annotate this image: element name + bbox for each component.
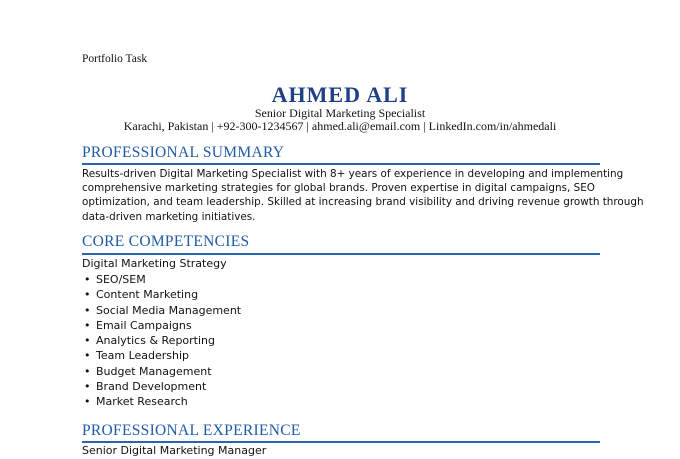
list-item bbox=[84, 303, 241, 318]
competencies-subtitle: Digital Marketing Strategy bbox=[82, 257, 227, 270]
experience-role-title: Senior Digital Marketing Manager bbox=[82, 444, 267, 457]
competency-label: Analytics & Reporting bbox=[96, 334, 215, 348]
competency-label: SEO/SEM bbox=[96, 273, 146, 286]
list-item bbox=[84, 318, 241, 333]
contact-line: Karachi, Pakistan | +92-300-1234567 | ahmed.ali@email.com | LinkedIn.com/in/ahmedali bbox=[123, 119, 557, 133]
competency-label: Social Media Management bbox=[96, 303, 242, 317]
experience-heading: PROFESSIONAL EXPERIENCE bbox=[82, 422, 301, 439]
list-item bbox=[84, 333, 241, 348]
bullet-icon: • bbox=[84, 380, 91, 394]
header-note: Portfolio Task bbox=[82, 53, 148, 65]
candidate-role: Senior Digital Marketing Specialist bbox=[254, 106, 426, 120]
summary-paragraph bbox=[82, 167, 644, 224]
competency-label: Budget Management bbox=[96, 364, 212, 378]
bullet-icon: • bbox=[84, 318, 91, 332]
competencies-list bbox=[84, 272, 241, 410]
bullet-icon: • bbox=[84, 288, 91, 302]
summary-line: optimization, and team leadership. Skilled at increasing brand visibility and driving revenue growth through bbox=[82, 196, 644, 209]
summary-divider bbox=[82, 163, 600, 165]
summary-heading: PROFESSIONAL SUMMARY bbox=[82, 144, 285, 161]
experience-divider bbox=[82, 441, 600, 443]
competency-label: Content Marketing bbox=[96, 288, 199, 302]
list-item bbox=[84, 394, 241, 409]
summary-line: Results-driven Digital Marketing Specialist with 8+ years of experience in developing and implementing bbox=[82, 168, 624, 180]
bullet-icon: • bbox=[84, 364, 91, 378]
bullet-icon: • bbox=[84, 273, 91, 286]
competencies-heading: CORE COMPETENCIES bbox=[82, 233, 250, 250]
competency-label: Team Leadership bbox=[96, 349, 190, 363]
list-item bbox=[84, 379, 241, 394]
list-item bbox=[84, 287, 241, 302]
candidate-name: AHMED ALI bbox=[271, 82, 409, 107]
bullet-icon: • bbox=[84, 395, 91, 409]
list-item bbox=[84, 348, 241, 363]
competency-label: Market Research bbox=[96, 395, 188, 409]
list-item bbox=[84, 272, 241, 287]
bullet-icon: • bbox=[84, 349, 91, 363]
bullet-icon: • bbox=[84, 334, 91, 348]
bullet-icon: • bbox=[84, 303, 91, 317]
competency-label: Brand Development bbox=[96, 380, 207, 394]
summary-line: comprehensive marketing strategies for global brands. Proven expertise in digital campaigns, SEO bbox=[82, 182, 595, 195]
list-item bbox=[84, 364, 241, 379]
competency-label: Email Campaigns bbox=[96, 318, 192, 332]
competencies-divider bbox=[82, 253, 600, 255]
summary-line: data-driven marketing initiatives. bbox=[82, 210, 256, 223]
